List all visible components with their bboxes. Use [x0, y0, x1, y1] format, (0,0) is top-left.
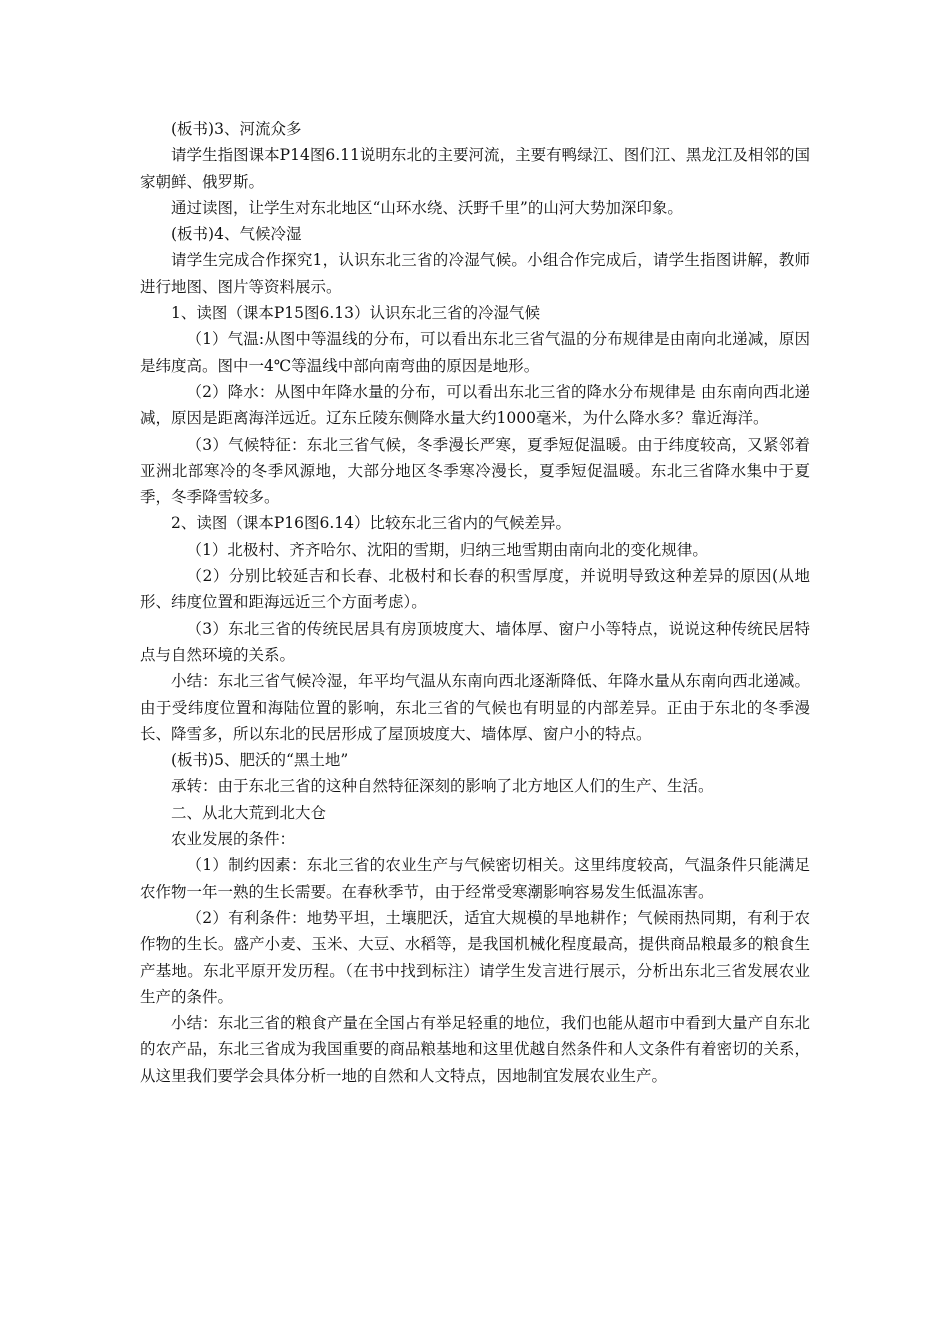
item-read-map-1: 1、读图（课本P15图6.13）认识东北三省的冷湿气候: [171, 304, 541, 323]
paragraph-cooperative-inquiry: 请学生完成合作探究1，认识东北三省的冷湿气候。小组合作完成后，请学生指图讲解，教师进行地图、图片等资料展示。: [140, 251, 810, 296]
paragraph-transition: 承转：由于东北三省的这种自然特征深刻的影响了北方地区人们的生产、生活。: [171, 777, 714, 796]
summary-agriculture: 小结：东北三省的粮食产量在全国占有举足轻重的地位，我们也能从超市中看到大量产自东北的农产品，东北三省成为我国重要的商品粮基地和这里优越自然条件和人文条件有着密切的关系，从这里我们要学会具体分析一地的自然和人文特点，因地制宜发展农业生产。: [140, 1014, 810, 1085]
item-favorable-conditions: （2）有利条件：地势平坦，土壤肥沃，适宜大规模的旱地耕作；气候雨热同期，有利于农作物的生长。盛产小麦、玉米、大豆、水稻等，是我国机械化程度最高，提供商品粮最多的粮食生产基地。东北平原开发历程。（在书中找到标注）请学生发言进行展示，分析出东北三省发展农业生产的条件。: [140, 908, 810, 1006]
item-precipitation: （2）降水：从图中年降水量的分布，可以看出东北三省的降水分布规律是 由东南向西北递减，原因是距离海洋远近。辽东丘陵东侧降水量大约1000毫米，为什么降水多？靠近海洋。: [140, 382, 810, 428]
item-climate-features: （3）气候特征：东北三省气候，冬季漫长严寒，夏季短促温暖。由于纬度较高，又紧邻着亚洲北部寒冷的冬季风源地，大部分地区冬季寒冷漫长，夏季短促温暖。东北三省降水集中于夏季，冬季降雪较多。: [140, 435, 810, 507]
paragraph-rivers-map: 请学生指图课本P14图6.11说明东北的主要河流，主要有鸭绿江、图们江、黑龙江及相邻的国家朝鲜、俄罗斯。: [140, 146, 810, 191]
document-body: [140, 116, 810, 1089]
heading-rivers: (板书)3、河流众多: [171, 120, 302, 138]
item-read-map-2: 2、读图（课本P16图6.14）比较东北三省内的气候差异。: [171, 514, 572, 533]
item-temperature: （1）气温:从图中等温线的分布，可以看出东北三省气温的分布规律是由南向北递减，原因是纬度高。图中一4℃等温线中部向南弯曲的原因是地形。: [140, 330, 810, 375]
item-snow-depth: （2）分别比较延吉和长春、北极村和长春的积雪厚度，并说明导致这种差异的原因(从地形、纬度位置和距海远近三个方面考虑）。: [140, 567, 810, 612]
paragraph-agriculture-conditions: 农业发展的条件：: [171, 830, 296, 849]
summary-climate: 小结：东北三省气候冷湿，年平均气温从东南向西北逐渐降低、年降水量从东南向西北递减。由于受纬度位置和海陆位置的影响，东北三省的气候也有明显的内部差异。正由于东北的冬季漫长、降雪多，所以东北的民居形成了屋顶坡度大、墙体厚、窗户小的特点。: [140, 672, 810, 743]
item-dwellings: （3）东北三省的传统民居具有房顶坡度大、墙体厚、窗户小等特点，说说这种传统民居特点与自然环境的关系。: [140, 619, 810, 664]
heading-climate: (板书)4、气候冷湿: [171, 225, 302, 244]
item-constraints: （1）制约因素：东北三省的农业生产与气候密切相关。这里纬度较高，气温条件只能满足农作物一年一熟的生长需要。在春秋季节，由于经常受寒潮影响容易发生低温冻害。: [140, 856, 810, 901]
item-snow-period: （1）北极村、齐齐哈尔、沈阳的雪期，归纳三地雪期由南向北的变化规律。: [186, 540, 708, 559]
section-heading-granary: 二、从北大荒到北大仓: [171, 803, 327, 822]
paragraph-landscape: 通过读图，让学生对东北地区“山环水绕、沃野千里”的山河大势加深印象。: [171, 198, 683, 217]
heading-black-soil: (板书)5、肥沃的“黑土地”: [171, 751, 349, 770]
